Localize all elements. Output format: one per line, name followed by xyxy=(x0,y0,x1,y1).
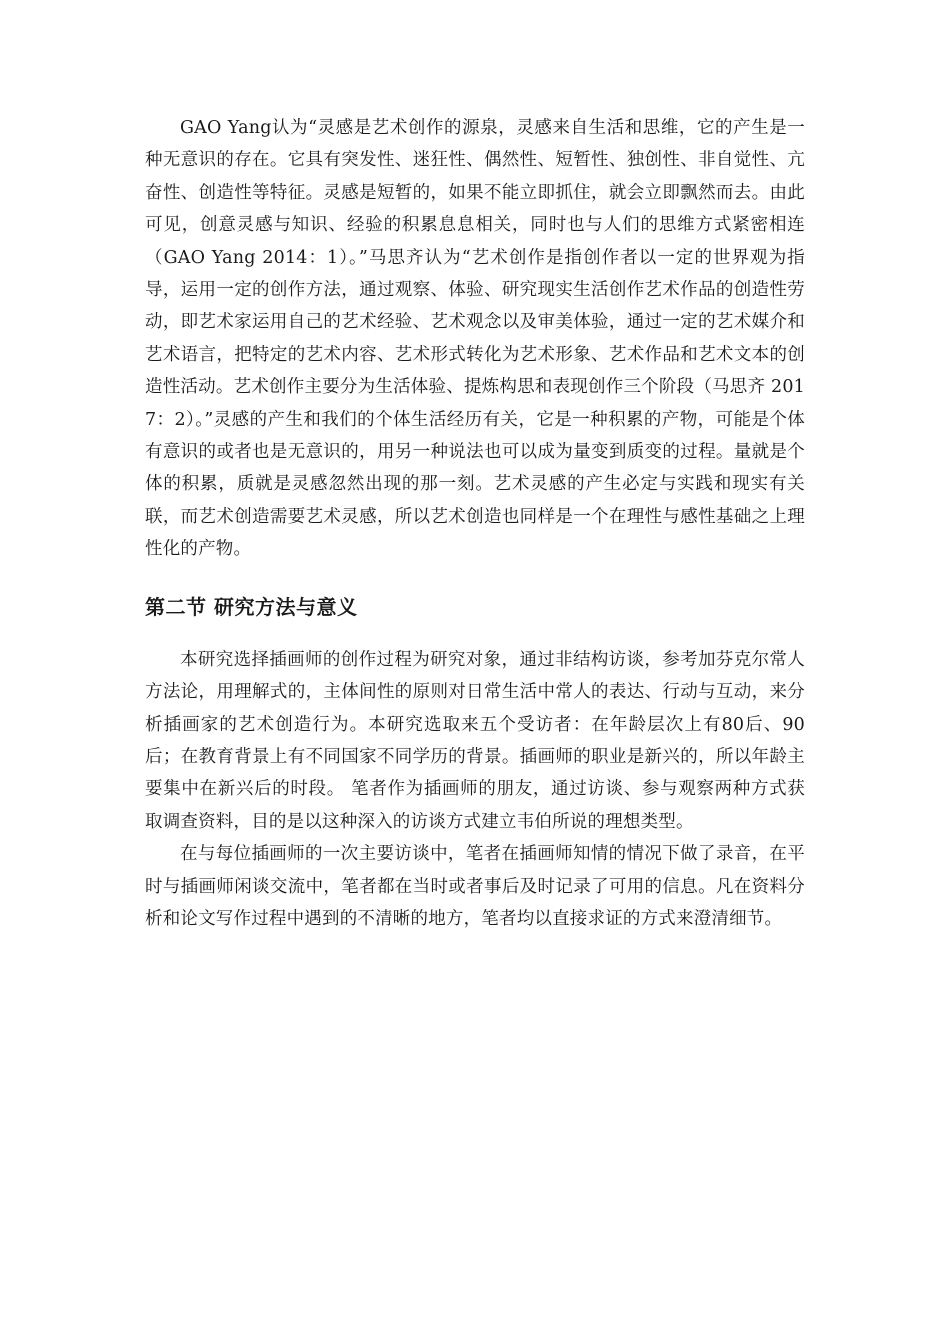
body-paragraph: GAO Yang认为“灵感是艺术创作的源泉，灵感来自生活和思维，它的产生是一种无意识的存在。它具有突发性、迷狂性、偶然性、短暂性、独创性、非自觉性、亢奋性、创造性等特征。灵感是短暂的，如果不能立即抓住，就会立即飘然而去。由此可见，创意灵感与知识、经验的积累息息相关，同时也与人们的思维方式紧密相连（GAO Yang 2014：1）。”马思齐认为“艺术创作是指创作者以一定的世界观为指导，运用一定的创作方法，通过观察、体验、研究现实生活创作艺术作品的创造性劳动，即艺术家运用自己的艺术经验、艺术观念以及审美体验，通过一定的艺术媒介和艺术语言，把特定的艺术内容、艺术形式转化为艺术形象、艺术作品和艺术文本的创造性活动。艺术创作主要分为生活体验、提炼构思和表现创作三个阶段（马思齐 2017：2）。”灵感的产生和我们的个体生活经历有关，它是一种积累的产物，可能是个体有意识的或者也是无意识的，用另一种说法也可以成为量变到质变的过程。量就是个体的积累，质就是灵感忽然出现的那一刻。艺术灵感的产生必定与实践和现实有关联，而艺术创造需要艺术灵感，所以艺术创造也同样是一个在理性与感性基础之上理性化的产物。 xyxy=(145,118,805,560)
page-content xyxy=(145,112,805,935)
body-paragraph: 在与每位插画师的一次主要访谈中，笔者在插画师知情的情况下做了录音，在平时与插画师闲谈交流中，笔者都在当时或者事后及时记录了可用的信息。凡在资料分析和论文写作过程中遇到的不清晰的地方，笔者均以直接求证的方式来澄清细节。 xyxy=(145,844,805,929)
section-heading: 第二节 研究方法与意义 xyxy=(145,594,358,619)
body-paragraph: 本研究选择插画师的创作过程为研究对象，通过非结构访谈，参考加芬克尔常人方法论，用理解式的，主体间性的原则对日常生活中常人的表达、行动与互动，来分析插画家的艺术创造行为。本研究选取来五个受访者：在年龄层次上有80后、90后；在教育背景上有不同国家不同学历的背景。插画师的职业是新兴的，所以年龄主要集中在新兴后的时段。 笔者作为插画师的朋友，通过访谈、参与观察两种方式获取调查资料，目的是以这种深入的访谈方式建立韦伯所说的理想类型。 xyxy=(145,649,805,832)
